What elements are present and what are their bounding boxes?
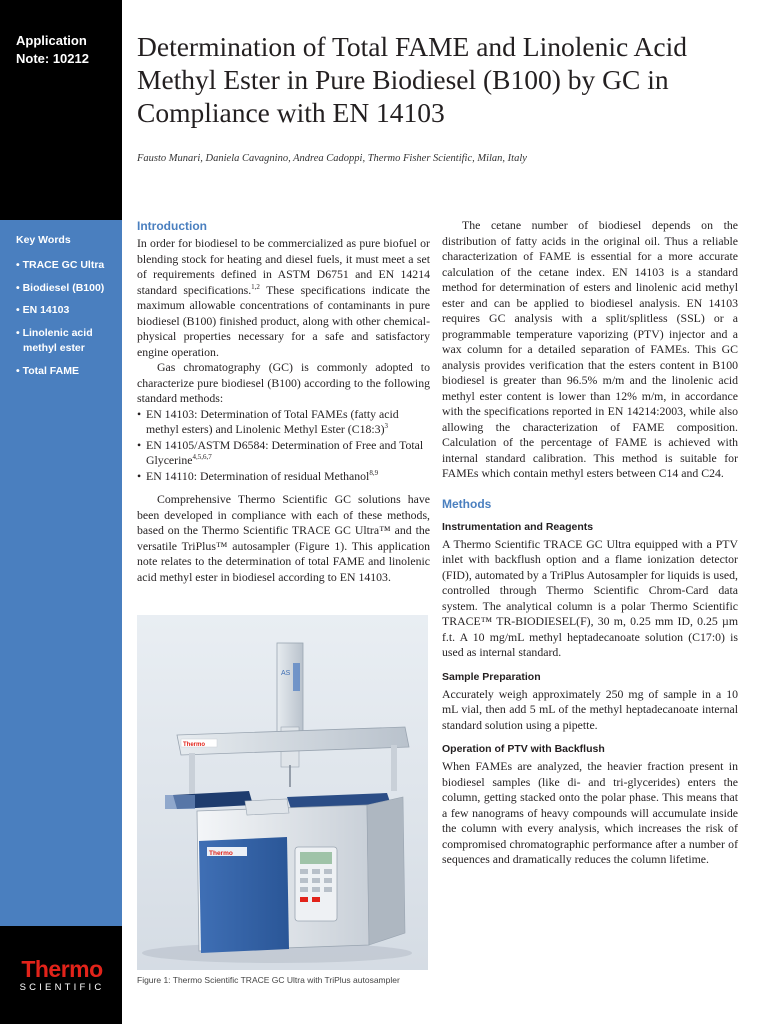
standard-code: EN 14103: [146, 406, 195, 421]
standard-desc: : Determination of Free and Total Glycerine: [146, 437, 424, 467]
application-note-number: Note: 10212: [16, 51, 89, 66]
keyword-item: • TRACE GC Ultra: [16, 259, 105, 271]
cetane-paragraph: The cetane number of biodiesel depends on the distribution of fatty acids in the original oil. Thus a reliable characterization of FAME is essential for a more accurate calculation of the cetane index. EN 14103 is a standard method for determination of esters and linolenic acid methyl ester and can be applied to biodiesel analysis. EN 14103 requires GC analysis with a split/splitless (SSL) or a programmable temperature vaporizing (PTV) injector and a wax column for a detailed separation of FAMEs. This GC analysis provides verification that the esters content in B100 biodiesel is greater than 96.5% m/m and the linolenic acid methyl ester content is lower than 12% m/m, in accordance with the specifications reported in EN 14214:2003, while also allowing the characterization of FAME composition. Calculation of the percentage of FAME is achieved with internal standard calibration. This method is suitable for FAMEs which contain methyl esters between C14 and C24.: [442, 218, 738, 480]
keywords-title: Key Words: [16, 234, 71, 246]
standards-list: [137, 407, 430, 485]
citation-sup: 8,9: [369, 468, 379, 477]
rail-thermo-label: Thermo: [183, 742, 206, 748]
standard-item: [137, 469, 430, 485]
page-title: Determination of Total FAME and Linolenic Acid Methyl Ester in Pure Biodiesel (B100) by GC in Compliance with EN 14103: [137, 31, 687, 128]
keyword-item: • Total FAME: [16, 364, 79, 377]
logo-subtitle: SCIENTIFIC: [19, 982, 105, 993]
figure-gc-instrument: [137, 615, 428, 970]
methods-heading: Methods: [442, 496, 492, 511]
intro-paragraph-3: Comprehensive Thermo Scientific GC solutions have been developed in compliance with each of these methods, based on the Thermo Scientific TRACE GC Ultra™ and the versatile TriPlus™ autosampler (Figure 1). This application note relates to the determination of total FAME and linolenic acid methyl ester in biodiesel according to EN 14103.: [137, 492, 430, 584]
keyword-item: • Linolenic acid methyl ester: [16, 326, 93, 354]
citation-sup: 4,5,6,7: [192, 453, 212, 462]
instrumentation-paragraph: A Thermo Scientific TRACE GC Ultra equipped with a PTV inlet with backflush option and a flame ionization detector (FID), automated by a TriPlus Autosampler for liquids is used, controlled through Thermo Scientific Chrom-Card data system. The analytical column is a polar Thermo Scientific TRACE™ TR-BIODIESEL(F), 30 m, 0.25 mm ID, 0.25 µm f.t. A 10 mg/mL methyl heptadecanoate solution (C17:0) is used as internal standard.: [442, 536, 738, 659]
keyword-item: • EN 14103: [16, 304, 70, 316]
keyword-item: • Biodiesel (B100): [16, 281, 105, 294]
standard-desc: : Determination of residual Methanol: [193, 468, 370, 483]
citation-sup: 1,2: [251, 282, 260, 291]
intro-p1-end: These specifications indicate the maximum allowable concentrations of contaminants in pure biodiesel (B100) finished product, along with other chemical-physical properties necessary for a safe and satisfactory engine operation.: [137, 282, 430, 359]
right-column: [442, 218, 738, 868]
figure-caption: Figure 1: Thermo Scientific TRACE GC Ultra with TriPlus autosampler: [137, 975, 400, 985]
standard-item: [137, 438, 430, 469]
sample-prep-paragraph: Accurately weigh approximately 250 mg of sample in a 10 mL vial, then add 5 mL of the methyl heptadecanoate internal standard solution using a pipette.: [442, 686, 738, 732]
gc-thermo-label: Thermo: [209, 850, 233, 857]
standard-code: EN 14110: [146, 468, 194, 483]
ptv-backflush-heading: Operation of PTV with Backflush: [442, 743, 605, 755]
sidebar: [0, 0, 122, 1024]
intro-paragraph-1: [137, 236, 430, 360]
thermo-scientific-logo: [10, 956, 114, 994]
left-column: [137, 218, 430, 585]
sample-prep-heading: Sample Preparation: [442, 670, 541, 683]
intro-paragraph-2: Gas chromatography (GC) is commonly adopted to characterize pure biodiesel (B100) according to the following standard methods:: [137, 360, 430, 405]
ptv-backflush-paragraph: When FAMEs are analyzed, the heavier fraction present in biodiesel samples (like di- and tri-glycerides) enters the column, getting stacked onto the polar phase. This means that a few nanograms of heavy compounds will accumulate inside the column with every analysis, which increases the risk of compromised chromatographic performance after a number of sequences and dramatically reduces the column lifetime.: [442, 759, 738, 866]
as-label: AS: [281, 670, 291, 677]
standard-desc: : Determination of Total FAMEs (fatty acid methyl esters) and Linolenic Methyl Ester (C18:3): [146, 406, 399, 436]
application-note-label: [16, 32, 89, 68]
logo-wordmark: Thermo: [21, 956, 103, 982]
instrumentation-heading: Instrumentation and Reagents: [442, 520, 594, 533]
introduction-heading: Introduction: [137, 219, 207, 233]
standard-code: EN 14105/ASTM D6584: [146, 437, 266, 452]
keywords-list: [16, 258, 116, 386]
gc-instrument-illustration: [137, 615, 428, 970]
application-note-line1: Application: [16, 33, 87, 48]
standard-item: [137, 407, 430, 438]
citation-sup: 3: [384, 422, 389, 431]
intro-p1-text: In order for biodiesel to be commercialized as pure biofuel or blending stock for heating and diesel fuels, it must meet a set of requirements defined in ASTM D6751 and EN 14214 standard specifications.: [137, 236, 430, 297]
authors-line: Fausto Munari, Daniela Cavagnino, Andrea Cadoppi, Thermo Fisher Scientific, Milan, Italy: [137, 153, 527, 164]
